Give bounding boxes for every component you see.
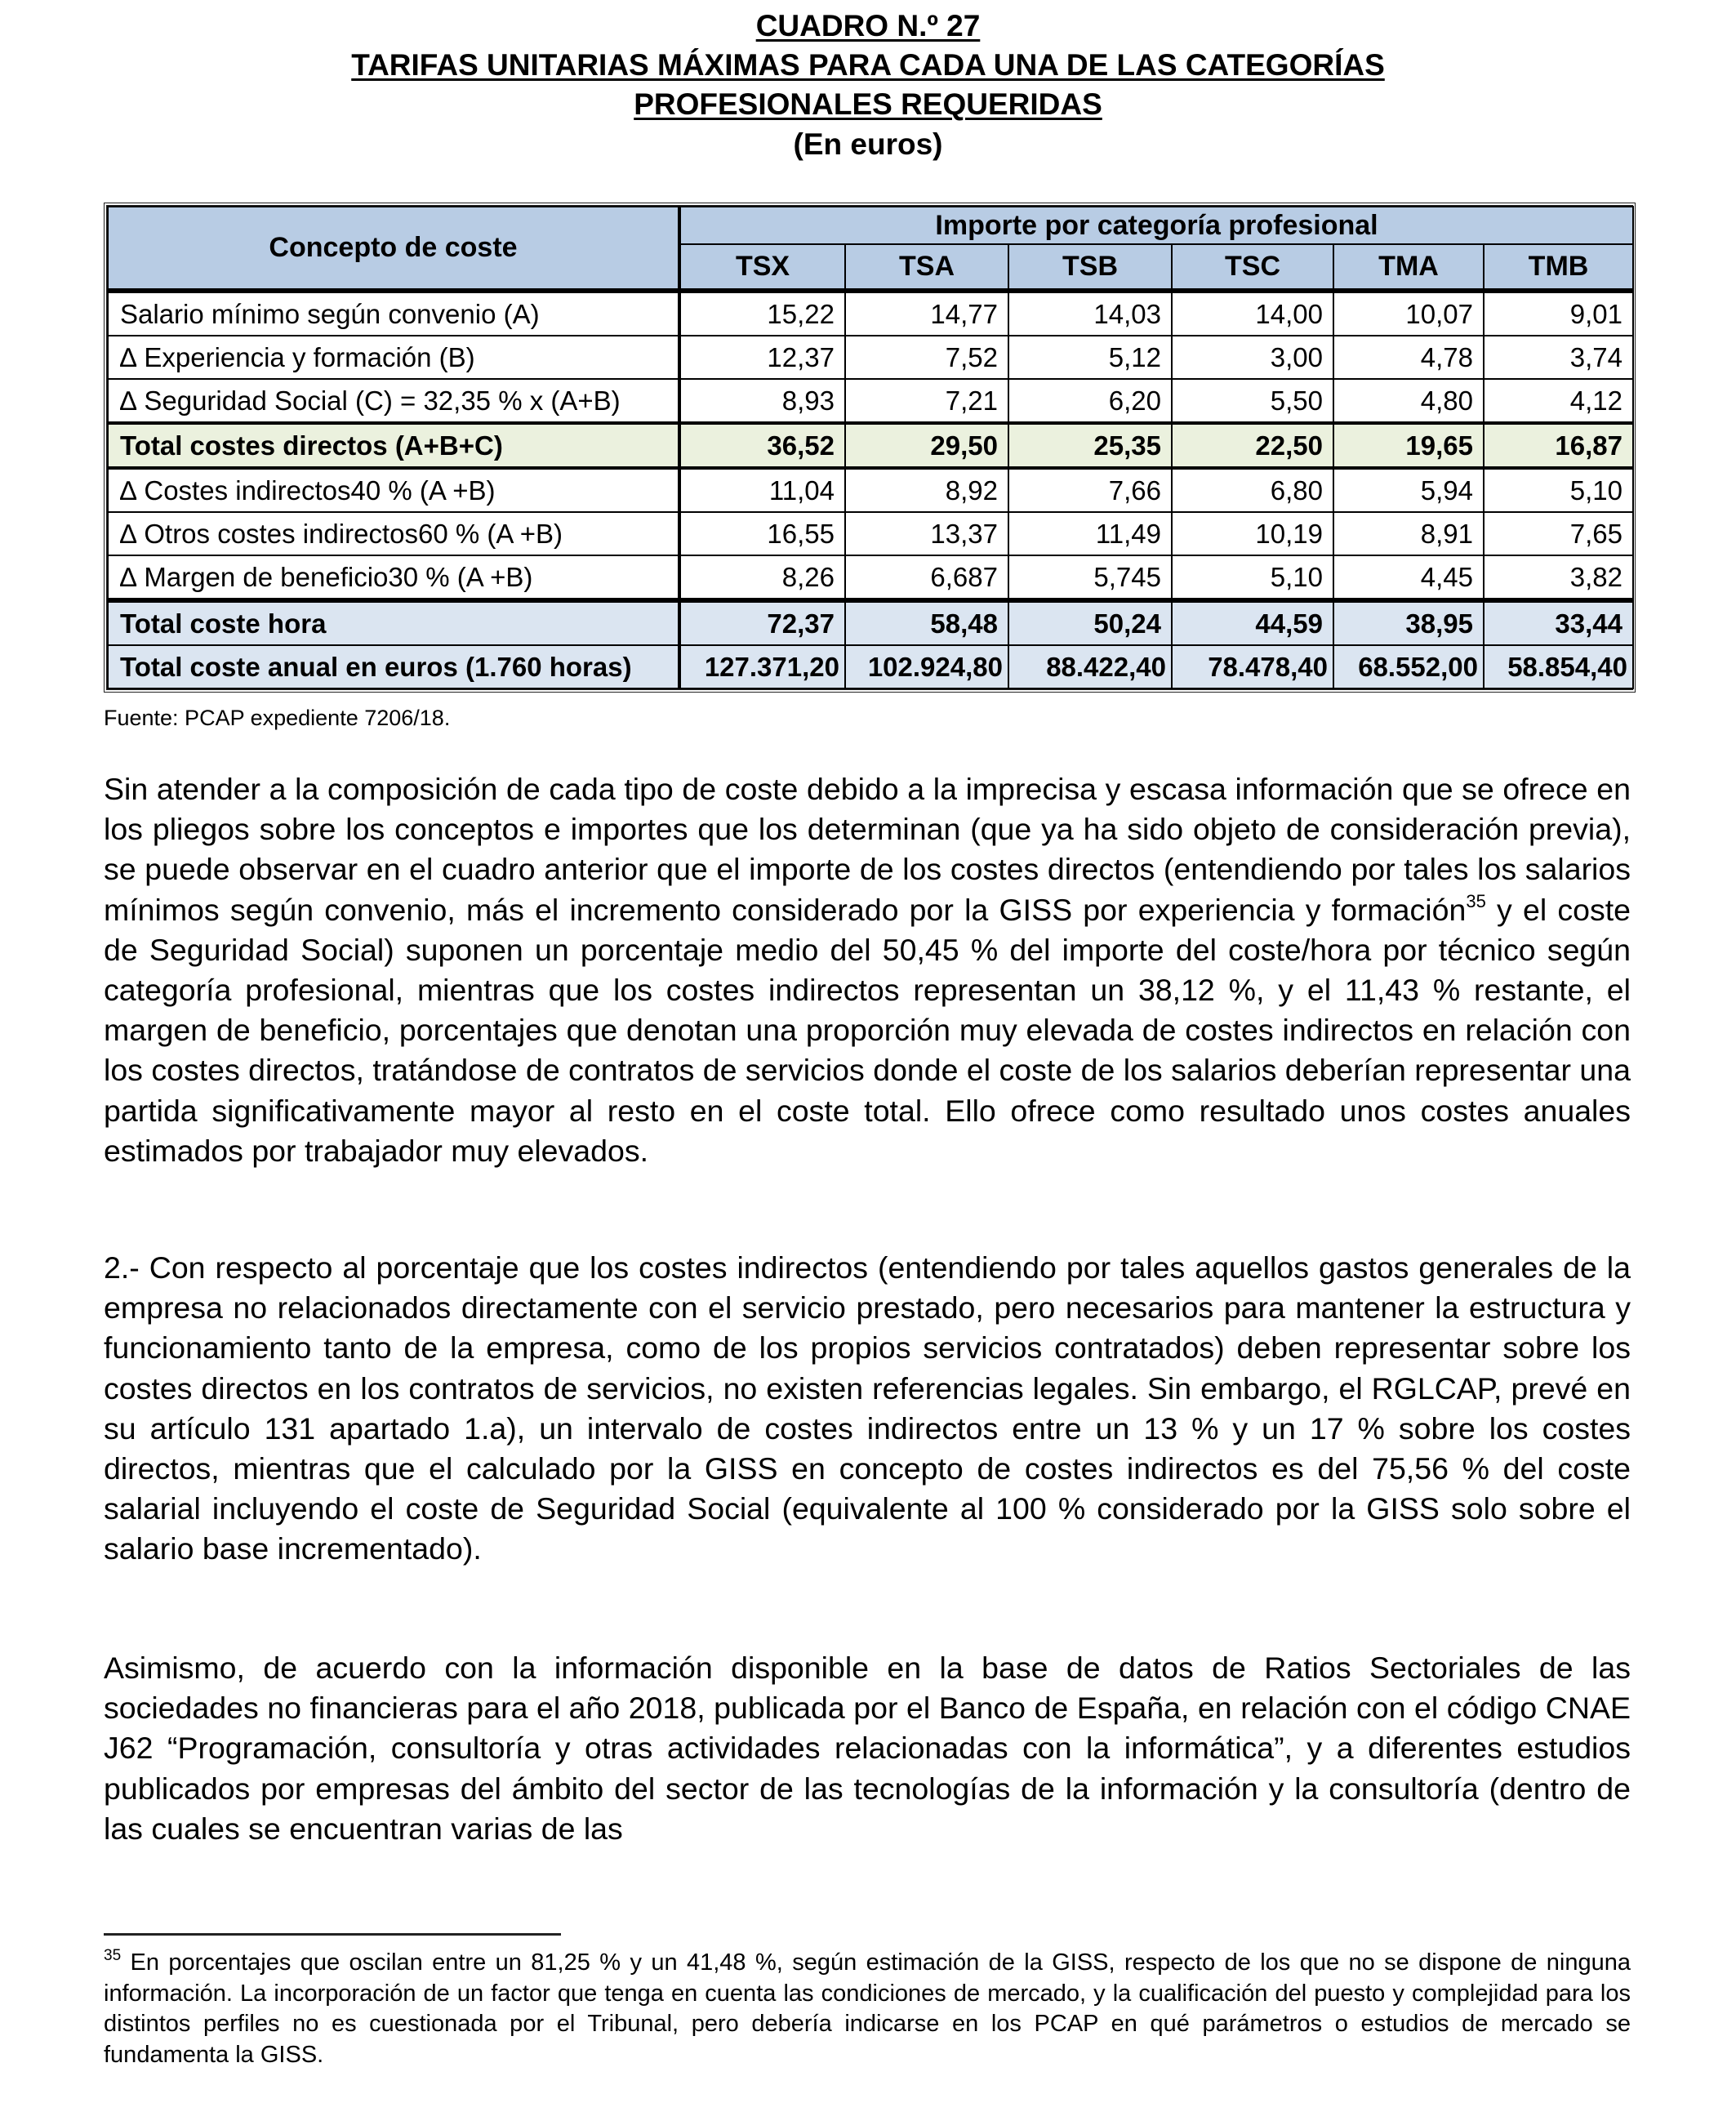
footnote-text: En porcentajes que oscilan entre un 81,25 % y un 41,48 %, según estimación de la GISS, respecto de los que no se dispone de ninguna información. La incorporación de un factor que tenga en cuenta las condiciones de mercado, y la cualificación del puesto y complejidad para los distintos perfiles no es cuestionada por el Tribunal, pero debería indicarse en los PCAP en qué parámetros o estudios de mercado se fundamenta la GISS. <box>104 1949 1631 2068</box>
cell-value: 68.552,00 <box>1333 645 1484 688</box>
table-row-total-anual <box>108 645 1633 688</box>
row-label: Total costes directos (A+B+C) <box>108 423 679 468</box>
cell-value: 11,49 <box>1008 512 1172 555</box>
cell-value: 4,45 <box>1333 555 1484 600</box>
cell-value: 10,19 <box>1172 512 1333 555</box>
cell-value: 4,12 <box>1484 379 1633 423</box>
cell-value: 5,50 <box>1172 379 1333 423</box>
paragraph-2: 2.- Con respecto al porcentaje que los costes indirectos (entendiendo por tales aquellos gastos generales de la empresa no relacionados directamente con el servicio prestado, pero necesarios para mantener la estructura y funcionamiento tanto de la empresa, como de los propios servicios contratados) deben representar sobre los costes directos en los contratos de servicios, no existen referencias legales. Sin embargo, el RGLCAP, prevé en su artículo 131 apartado 1.a), un intervalo de costes indirectos entre un 13 % y un 17 % sobre los costes directos, mientras que el calculado por la GISS en concepto de costes indirectos es del 75,56 % del coste salarial incluyendo el coste de Seguridad Social (equivalente al 100 % considerado por la GISS solo sobre el salario base incrementado). <box>104 1250 1631 1566</box>
cell-value: 58.854,40 <box>1484 645 1633 688</box>
cell-value: 14,00 <box>1172 291 1333 336</box>
cell-value: 13,37 <box>845 512 1008 555</box>
header-importe-group: Importe por categoría profesional <box>679 207 1633 244</box>
cell-value: 5,10 <box>1172 555 1333 600</box>
cell-value: 8,91 <box>1333 512 1484 555</box>
cell-value: 88.422,40 <box>1008 645 1172 688</box>
cell-value: 16,55 <box>679 512 845 555</box>
footnote-ref-35[interactable]: 35 <box>1466 890 1486 911</box>
cell-value: 9,01 <box>1484 291 1633 336</box>
header-cat-tma: TMA <box>1333 244 1484 291</box>
cell-value: 10,07 <box>1333 291 1484 336</box>
paragraph-1-text-a: Sin atender a la composición de cada tipo de coste debido a la imprecisa y escasa información que se ofrece en los pliegos sobre los conceptos e importes que los determinan (que ya ha sido objeto de consideración previa), se puede observar en el cuadro anterior que el importe de los costes directos (entendiendo por tales los salarios mínimos según convenio, más el incremento considerado por la GISS por experiencia y formación <box>104 772 1631 927</box>
cell-value: 3,82 <box>1484 555 1633 600</box>
header-cat-tsx: TSX <box>679 244 845 291</box>
cost-table <box>107 206 1634 689</box>
row-label <box>108 512 679 555</box>
header-cat-tsa: TSA <box>845 244 1008 291</box>
row-label-text: ∆ Margen de beneficio <box>120 561 389 592</box>
cell-value: 5,745 <box>1008 555 1172 600</box>
table-row <box>108 336 1633 379</box>
cell-value: 25,35 <box>1008 423 1172 468</box>
table-row <box>108 291 1633 336</box>
row-label: ∆ Seguridad Social (C) = 32,35 % x (A+B) <box>108 379 679 423</box>
cell-value: 38,95 <box>1333 600 1484 645</box>
table-source-note: Fuente: PCAP expediente 7206/18. <box>104 706 451 730</box>
cell-value: 22,50 <box>1172 423 1333 468</box>
row-label-pct: 30 % (A +B) <box>388 561 533 592</box>
header-cat-tsc: TSC <box>1172 244 1333 291</box>
cell-value: 6,80 <box>1172 468 1333 512</box>
row-label: Total coste anual en euros (1.760 horas) <box>108 645 679 688</box>
title-block <box>0 7 1736 165</box>
row-label-text: ∆ Otros costes indirectos <box>120 518 418 549</box>
cell-value: 5,12 <box>1008 336 1172 379</box>
cell-value: 6,687 <box>845 555 1008 600</box>
cell-value: 44,59 <box>1172 600 1333 645</box>
footnote-separator <box>104 1933 561 1936</box>
table-row <box>108 512 1633 555</box>
table-row <box>108 468 1633 512</box>
cell-value: 7,52 <box>845 336 1008 379</box>
table-row-total-hora <box>108 600 1633 645</box>
cell-value: 16,87 <box>1484 423 1633 468</box>
cell-value: 19,65 <box>1333 423 1484 468</box>
cell-value: 3,74 <box>1484 336 1633 379</box>
header-cat-tsb: TSB <box>1008 244 1172 291</box>
table-title-line-2: PROFESIONALES REQUERIDAS <box>634 87 1102 121</box>
cell-value: 102.924,80 <box>845 645 1008 688</box>
cell-value: 11,04 <box>679 468 845 512</box>
cell-value: 15,22 <box>679 291 845 336</box>
cell-value: 14,03 <box>1008 291 1172 336</box>
footnote-35 <box>104 1948 1631 2070</box>
cell-value: 14,77 <box>845 291 1008 336</box>
row-label <box>108 468 679 512</box>
row-label: Total coste hora <box>108 600 679 645</box>
paragraph-3: Asimismo, de acuerdo con la información disponible en la base de datos de Ratios Sectoriales de las sociedades no financieras para el año 2018, publicada por el Banco de España, en relación con el código CNAE J62 “Programación, consultoría y otras actividades relacionadas con la informática”, y a diferentes estudios publicados por empresas del ámbito del sector de las tecnologías de la información y la consultoría (dentro de las cuales se encuentran varias de las <box>104 1651 1631 1846</box>
paragraph-1 <box>104 769 1631 1171</box>
cell-value: 8,93 <box>679 379 845 423</box>
cost-table-container <box>104 203 1636 693</box>
paragraph-1-text-b: y el coste de Seguridad Social) suponen un porcentaje medio del 50,45 % del importe del coste/hora por técnico según categoría profesional, mientras que los costes indirectos representan un 38,12 %, y el 11,43 % restante, el margen de beneficio, porcentajes que denotan una proporción muy elevada de costes indirectos en relación con los costes directos, tratándose de contratos de servicios donde el coste de los salarios deberían representar una partida significativamente mayor al resto en el coste total. Ello ofrece como resultado unos costes anuales estimados por trabajador muy elevados. <box>104 892 1631 1168</box>
cell-value: 33,44 <box>1484 600 1633 645</box>
cell-value: 29,50 <box>845 423 1008 468</box>
table-row <box>108 379 1633 423</box>
cell-value: 36,52 <box>679 423 845 468</box>
cell-value: 6,20 <box>1008 379 1172 423</box>
cell-value: 50,24 <box>1008 600 1172 645</box>
cell-value: 78.478,40 <box>1172 645 1333 688</box>
cell-value: 7,21 <box>845 379 1008 423</box>
cell-value: 72,37 <box>679 600 845 645</box>
table-title-line-1: TARIFAS UNITARIAS MÁXIMAS PARA CADA UNA DE LAS CATEGORÍAS <box>351 48 1385 82</box>
row-label-text: ∆ Costes indirectos <box>120 475 351 506</box>
row-label-pct: 60 % (A +B) <box>417 518 563 549</box>
cell-value: 3,00 <box>1172 336 1333 379</box>
cell-value: 7,65 <box>1484 512 1633 555</box>
cell-value: 8,26 <box>679 555 845 600</box>
header-cat-tmb: TMB <box>1484 244 1633 291</box>
row-label-pct: 40 % (A +B) <box>350 475 496 506</box>
row-label <box>108 555 679 600</box>
table-subtitle: (En euros) <box>793 127 943 161</box>
row-label: Salario mínimo según convenio (A) <box>108 291 679 336</box>
table-row-total-directos <box>108 423 1633 468</box>
footnote-number: 35 <box>104 1947 122 1964</box>
cell-value: 12,37 <box>679 336 845 379</box>
row-label: ∆ Experiencia y formación (B) <box>108 336 679 379</box>
cell-value: 5,10 <box>1484 468 1633 512</box>
cell-value: 127.371,20 <box>679 645 845 688</box>
cuadro-number: CUADRO N.º 27 <box>755 9 981 42</box>
cell-value: 8,92 <box>845 468 1008 512</box>
cell-value: 5,94 <box>1333 468 1484 512</box>
cell-value: 4,80 <box>1333 379 1484 423</box>
cell-value: 7,66 <box>1008 468 1172 512</box>
table-row <box>108 555 1633 600</box>
header-concepto: Concepto de coste <box>108 207 679 291</box>
cell-value: 4,78 <box>1333 336 1484 379</box>
cell-value: 58,48 <box>845 600 1008 645</box>
